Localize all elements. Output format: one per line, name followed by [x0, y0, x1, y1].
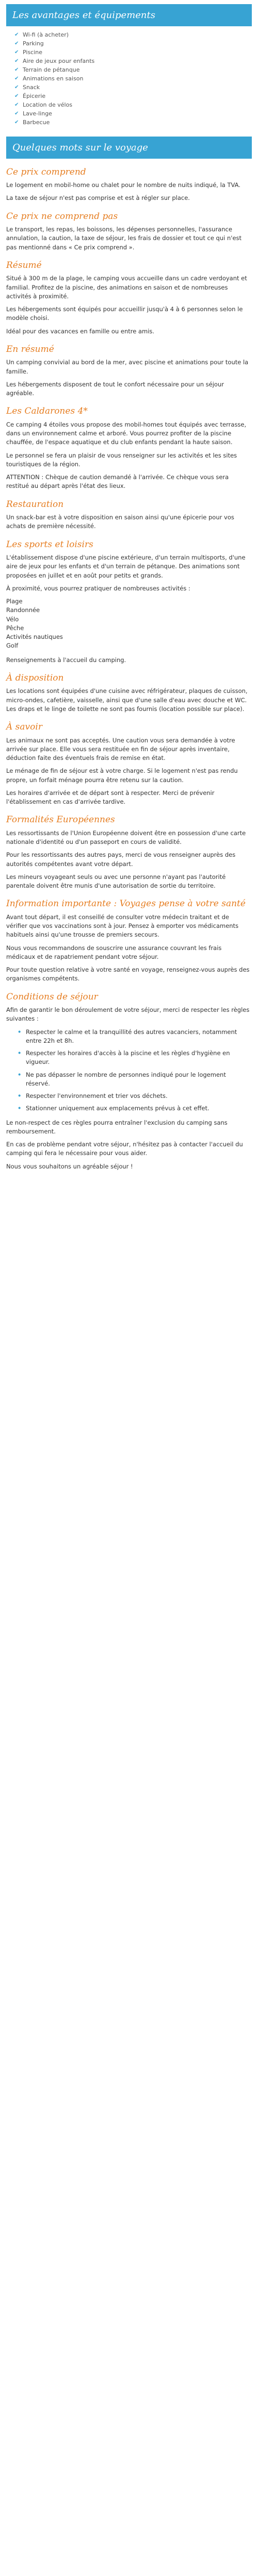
section-paragraph: Pour les ressortissants des autres pays, merci de vous renseigner auprès des autorités compétentes avant votre départ. — [6, 851, 236, 868]
section-title: Les sports et loisirs — [6, 539, 93, 550]
section-title: Restauration — [6, 499, 64, 510]
sports-list — [6, 597, 252, 651]
section-paragraph: Les hébergements disposent de tout le confort nécessaire pour un séjour agréable. — [6, 380, 224, 397]
check-icon: ✔ — [14, 76, 19, 81]
advantages-header: Les avantages et équipements — [6, 4, 252, 26]
section-paragraph: Afin de garantir le bon déroulement de votre séjour, merci de respecter les règles suivantes : — [6, 1006, 250, 1023]
sports-item: Plage — [6, 598, 23, 605]
advantage-item — [14, 109, 252, 118]
rule-item — [18, 1104, 252, 1113]
check-icon: ✔ — [14, 120, 19, 126]
bullet-icon: • — [18, 1028, 22, 1036]
advantage-label: Lave-linge — [23, 110, 52, 117]
advantage-item — [14, 48, 252, 57]
rule-item — [18, 1092, 252, 1100]
section-paragraph: L'établissement dispose d'une piscine extérieure, d'un terrain multisports, d'une aire de jeux pour les enfants et d'un terrain de pétanque. Des animations sont proposées en juillet et en août pour petits et grands. — [6, 554, 246, 579]
check-icon: ✔ — [14, 93, 19, 99]
rule-text: Respecter l'environnement et trier vos déchets. — [26, 1092, 168, 1100]
advantage-item — [14, 92, 252, 100]
section-paragraph: Les locations sont équipées d'une cuisine avec réfrigérateur, plaques de cuisson, micro-ondes, cafetière, vaisselle, ainsi que d'une salle d'eau avec douche et WC. Les draps et le linge de toilette ne sont pas fournis (location possible sur place). — [6, 687, 248, 713]
check-icon: ✔ — [14, 102, 19, 108]
bullet-icon: • — [18, 1071, 22, 1078]
section-title: Formalités Européennes — [6, 815, 115, 825]
section-paragraph: Le non-respect de ces règles pourra entraîner l'exclusion du camping sans remboursement. — [6, 1118, 228, 1135]
advantage-label: Animations en saison — [23, 75, 84, 82]
section-paragraph: Les ressortissants de l'Union Européenne doivent être en possession d'une carte nationale d'identité ou d'un passeport en cours de validité. — [6, 829, 246, 846]
section-paragraph: En cas de problème pendant votre séjour, n'hésitez pas à contacter l'accueil du camping qui fera le nécessaire pour vous aider. — [6, 1141, 243, 1157]
section-paragraph: Les hébergements sont équipés pour accueillir jusqu'à 4 à 6 personnes selon le modèle choisi. — [6, 306, 243, 322]
sections — [6, 166, 252, 1171]
section-paragraph: Le ménage de fin de séjour est à votre charge. Si le logement n'est pas rendu propre, un forfait ménage pourra être retenu sur la caution. — [6, 767, 238, 784]
rules-list — [18, 1028, 252, 1113]
sports-item: Randonnée — [6, 606, 40, 614]
section-paragraph: Renseignements à l'accueil du camping. — [6, 656, 126, 664]
check-icon: ✔ — [14, 84, 19, 91]
advantage-item — [14, 74, 252, 83]
sports-item: Pêche — [6, 624, 24, 632]
section-paragraph: Les animaux ne sont pas acceptés. Une caution vous sera demandée à votre arrivée sur place. Elle vous sera restituée en fin de séjour après inventaire, déduction faite des éventuels frais de remise en état. — [6, 736, 235, 762]
advantages-list — [6, 26, 252, 132]
sports-item: Activités nautiques — [6, 633, 63, 641]
advantage-label: Parking — [23, 40, 44, 47]
section-paragraph: Pour toute question relative à votre santé en voyage, renseignez-vous auprès des organismes compétents. — [6, 966, 250, 982]
check-icon: ✔ — [14, 111, 19, 117]
section-paragraph: Nous vous souhaitons un agréable séjour ! — [6, 1162, 133, 1170]
rule-item — [18, 1071, 252, 1089]
rule-item — [18, 1049, 252, 1067]
section-paragraph: À proximité, vous pourrez pratiquer de nombreuses activités : — [6, 584, 190, 592]
advantage-label: Barbecue — [23, 119, 50, 126]
section-paragraph: Le personnel se fera un plaisir de vous renseigner sur les activités et les sites touristiques de la région. — [6, 451, 237, 468]
advantage-label: Terrain de pétanque — [23, 66, 80, 74]
rule-text: Respecter le calme et la tranquillité des autres vacanciers, notamment entre 22h et 8h. — [26, 1028, 237, 1044]
sports-item: Vélo — [6, 615, 19, 623]
advantage-label: Épicerie — [23, 93, 46, 100]
section-paragraph: Les mineurs voyageant seuls ou avec une personne n'ayant pas l'autorité parentale doivent être munis d'une autorisation de sortie du territoire. — [6, 873, 226, 890]
section-paragraph: La taxe de séjour n'est pas comprise et est à régler sur place. — [6, 194, 190, 202]
advantage-item — [14, 30, 252, 39]
advantage-label: Wi-fi (à acheter) — [23, 31, 69, 38]
advantage-label: Location de vélos — [23, 101, 73, 109]
section-title: Les Caldarones 4* — [6, 406, 88, 417]
advantage-label: Snack — [23, 84, 40, 91]
section-paragraph: Un snack-bar est à votre disposition en saison ainsi qu'une épicerie pour vos achats de première nécessité. — [6, 514, 234, 530]
advantage-item — [14, 83, 252, 92]
notice-header: Quelques mots sur le voyage — [6, 137, 252, 159]
advantage-item — [14, 39, 252, 48]
section-paragraph: Un camping convivial au bord de la mer, avec piscine et animations pour toute la famille. — [6, 359, 249, 375]
section-title: En résumé — [6, 344, 54, 354]
sports-item: Golf — [6, 642, 19, 650]
bullet-icon: • — [18, 1049, 22, 1057]
advantage-item — [14, 118, 252, 127]
rule-text: Stationner uniquement aux emplacements prévus à cet effet. — [26, 1105, 209, 1112]
section-paragraph: Avant tout départ, il est conseillé de consulter votre médecin traitant et de vérifier que vos vaccinations sont à jour. Pensez à emporter vos médicaments habituels ainsi qu'une trousse de premiers secours. — [6, 913, 239, 939]
section-paragraph: Nous vous recommandons de souscrire une assurance couvrant les frais médicaux et de rapatriement pendant votre séjour. — [6, 944, 222, 960]
advantage-item — [14, 100, 252, 109]
advantage-item — [14, 65, 252, 74]
rule-text: Ne pas dépasser le nombre de personnes indiqué pour le logement réservé. — [26, 1071, 226, 1087]
section-paragraph: ATTENTION : Chèque de caution demandé à l'arrivée. Ce chèque vous sera restitué au départ après l'état des lieux. — [6, 473, 229, 490]
page — [0, 4, 258, 1183]
section-title: Ce prix ne comprend pas — [6, 211, 118, 222]
section-paragraph: Ce camping 4 étoiles vous propose des mobil-homes tout équipés avec terrasse, dans un environnement calme et arboré. Vous pourrez profiter de la piscine chauffée, de l'espace aquatique et du club enfants pendant la haute saison. — [6, 420, 247, 446]
section-paragraph: Idéal pour des vacances en famille ou entre amis. — [6, 327, 155, 335]
section-title: Ce prix comprend — [6, 166, 86, 177]
bullet-icon: • — [18, 1092, 22, 1100]
check-icon: ✔ — [14, 58, 19, 64]
advantage-item — [14, 57, 252, 65]
bullet-icon: • — [18, 1105, 22, 1112]
section-paragraph: Les horaires d'arrivée et de départ sont à respecter. Merci de prévenir l'établissement en cas d'arrivée tardive. — [6, 789, 215, 806]
check-icon: ✔ — [14, 40, 19, 46]
advantage-label: Aire de jeux pour enfants — [23, 58, 95, 65]
section-paragraph: Le logement en mobil-home ou chalet pour le nombre de nuits indiqué, la TVA. — [6, 181, 240, 189]
check-icon: ✔ — [14, 66, 19, 73]
section-title: À savoir — [6, 722, 42, 733]
section-paragraph: Le transport, les repas, les boissons, les dépenses personnelles, l'assurance annulation, la caution, la taxe de séjour, les frais de dossier et tout ce qui n'est pas mentionné dans « Ce prix comprend ». — [6, 226, 242, 251]
section-title: Information importante : Voyages pense à votre santé — [6, 899, 246, 909]
section-title: À disposition — [6, 672, 64, 683]
rule-text: Respecter les horaires d'accès à la piscine et les règles d'hygiène en vigueur. — [26, 1049, 230, 1066]
section-paragraph: Situé à 300 m de la plage, le camping vous accueille dans un cadre verdoyant et familial. Profitez de la piscine, des animations en saison et de nombreuses activités à proximité. — [6, 275, 247, 300]
check-icon: ✔ — [14, 49, 19, 55]
advantage-label: Piscine — [23, 49, 43, 56]
section-title: Résumé — [6, 260, 42, 270]
check-icon: ✔ — [14, 31, 19, 38]
section-title: Conditions de séjour — [6, 991, 98, 1002]
rule-item — [18, 1028, 252, 1046]
